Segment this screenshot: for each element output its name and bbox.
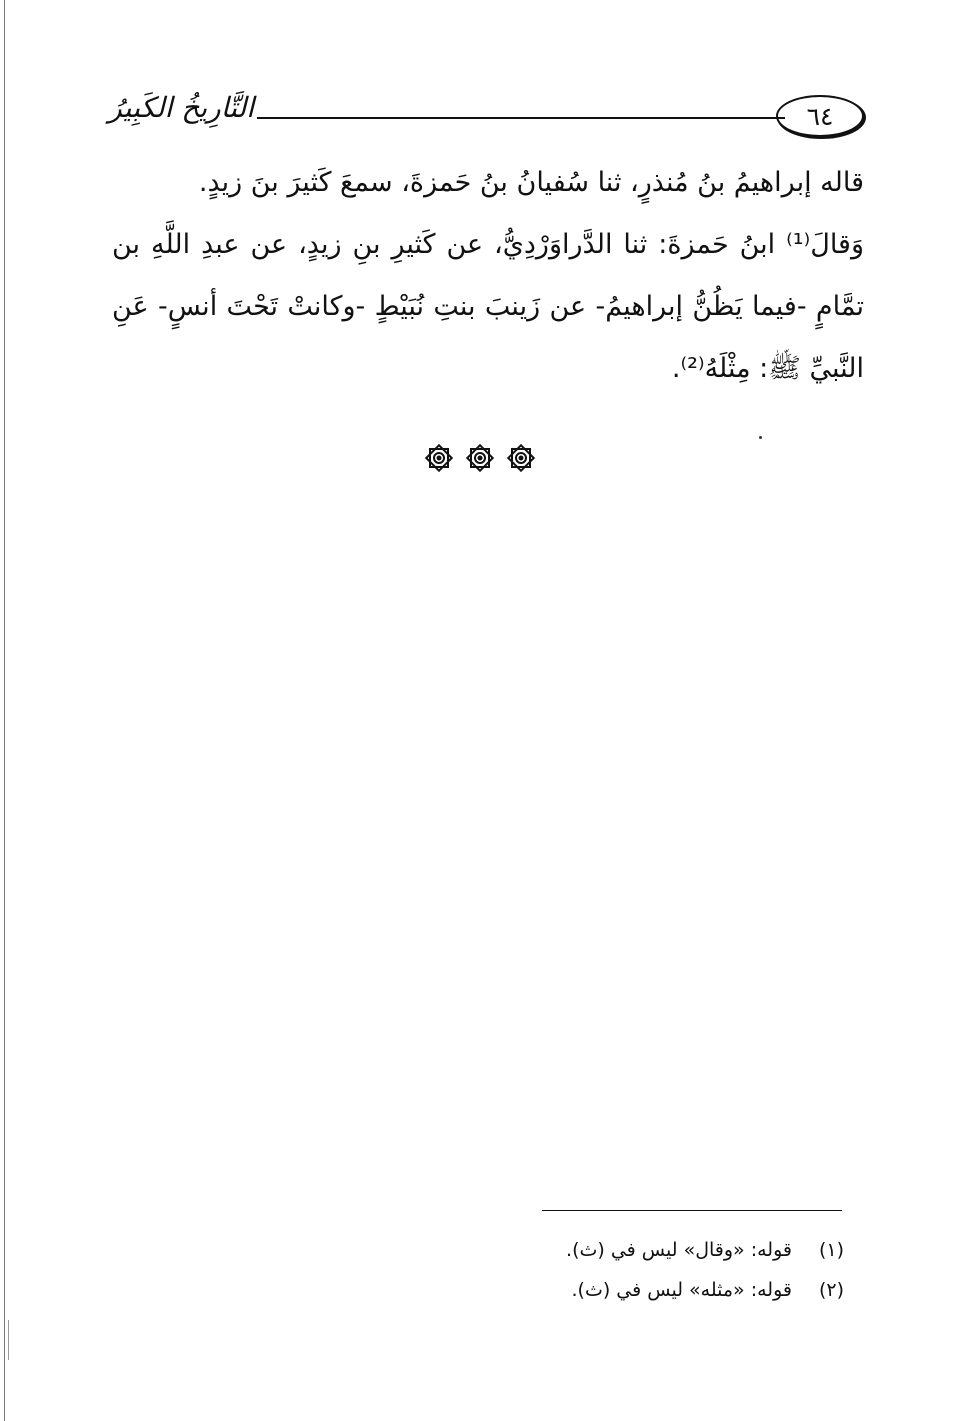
footnotes [420,1230,844,1310]
footnote-number: (١) [818,1239,844,1261]
scan-edge-mark [8,1320,9,1360]
footnote-number: (٢) [818,1279,844,1301]
main-text [112,152,864,400]
section-separator [424,442,536,474]
footnote-text: قوله: «وقال» ليس في (ث). [566,1239,792,1261]
paragraph-1: قاله إبراهيمُ بنُ مُنذرٍ، ثنا سُفيانُ بنُ حَمزةَ، سمعَ كَثيرَ بنَ زيدٍ. [198,167,864,198]
octagonal-rosette-icon [424,443,454,473]
header-rule [257,117,785,119]
page-header [108,91,864,145]
page-number [776,95,864,137]
octagonal-rosette-icon [465,443,495,473]
scan-edge-line [4,0,5,1421]
page-number-text: ٦٤ [806,101,834,131]
footnote-text: قوله: «مثله» ليس في (ث). [571,1279,792,1301]
footnote-2 [420,1270,844,1310]
footnote-rule [542,1210,842,1211]
paragraph-2: وَقالَ⁽¹⁾ ابنُ حَمزةَ: ثنا الدَّراوَرْدِيُّ، عن كَثيرِ بنِ زيدٍ، عن عبدِ اللَّهِ بن تمَّامٍ -فيما يَظُنُّ إبراهيمُ- عن زَينبَ بنتِ نُبَيْطٍ -وكانتْ تَحْتَ أنسٍ- عَنِ النَّبيِّ ﷺ: مِثْلَهُ⁽²⁾. [112,229,864,384]
octagonal-rosette-icon [506,443,536,473]
stray-dot [759,436,762,439]
running-title: التَّارِيخُ الكَبِيرُ [108,91,254,124]
footnote-1 [420,1230,844,1270]
